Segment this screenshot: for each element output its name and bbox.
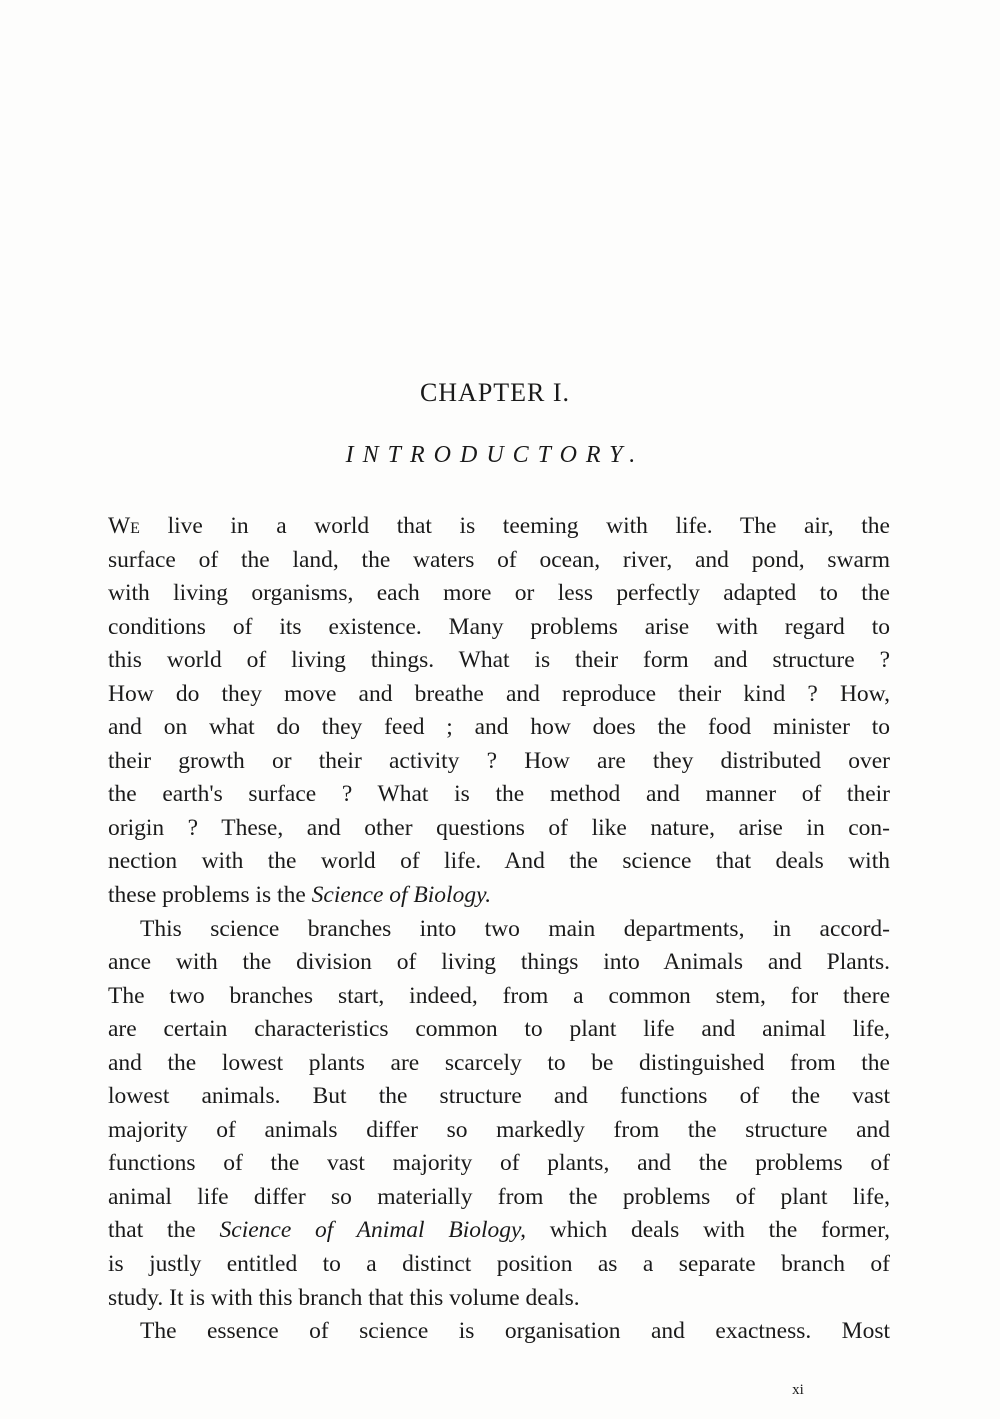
text-line: nection with the world of life. And the science that deals with	[108, 848, 890, 875]
text-line: are certain characteristics common to plant life and animal life,	[108, 1016, 890, 1043]
text-line: ance with the division of living things into Animals and Plants.	[108, 949, 890, 976]
text-line: origin ? These, and other questions of like nature, arise in con-	[108, 814, 890, 841]
chapter-heading: CHAPTER I.	[419, 378, 571, 407]
text-line	[108, 1214, 890, 1248]
text-line: How do they move and breathe and reproduce their kind ? How,	[108, 680, 890, 707]
body-text	[108, 510, 890, 1349]
text-line: majority of animals differ so markedly from the structure and	[108, 1116, 890, 1143]
page-number: xi	[792, 1382, 804, 1398]
chapter-subtitle: INTRODUCTORY.	[345, 442, 645, 468]
italic-term: Science of Biology.	[311, 882, 492, 909]
text-line: surface of the land, the waters of ocean, river, and pond, swarm	[108, 546, 890, 573]
text-line: functions of the vast majority of plants, and the problems of	[108, 1150, 890, 1177]
text-line: lowest animals. But the structure and functions of the vast	[108, 1083, 890, 1110]
text-line: animal life differ so materially from the problems of plant life,	[108, 1183, 890, 1210]
text-line: The two branches start, indeed, from a common stem, for there	[108, 982, 890, 1009]
line-text: that the	[108, 1217, 220, 1244]
text-line: This science branches into two main departments, in accord-	[140, 915, 890, 942]
text-line	[108, 510, 890, 544]
text-line: with living organisms, each more or less perfectly adapted to the	[108, 580, 890, 607]
text-line: and the lowest plants are scarcely to be distinguished from the	[108, 1049, 890, 1076]
text-line: and on what do they feed ; and how does the food minister to	[108, 714, 890, 741]
text-line: The essence of science is organisation and exactness. Most	[140, 1318, 890, 1345]
drop-word: We	[108, 513, 140, 539]
italic-term: Science of Animal Biology,	[219, 1217, 527, 1244]
text-line: conditions of its existence. Many problems arise with regard to	[108, 613, 890, 640]
line-text: which deals with the former,	[526, 1217, 890, 1244]
text-line: their growth or their activity ? How are they distributed over	[108, 747, 890, 774]
line-text: live in a world that is teeming with life. The air, the	[139, 513, 890, 539]
text-line: the earth's surface ? What is the method and manner of their	[108, 781, 890, 808]
text-line: this world of living things. What is their form and structure ?	[108, 647, 890, 674]
text-line: is justly entitled to a distinct position as a separate branch of	[108, 1251, 890, 1278]
line-text: these problems is the	[108, 882, 312, 909]
text-line	[108, 879, 890, 913]
text-line: study. It is with this branch that this volume deals.	[108, 1284, 580, 1311]
